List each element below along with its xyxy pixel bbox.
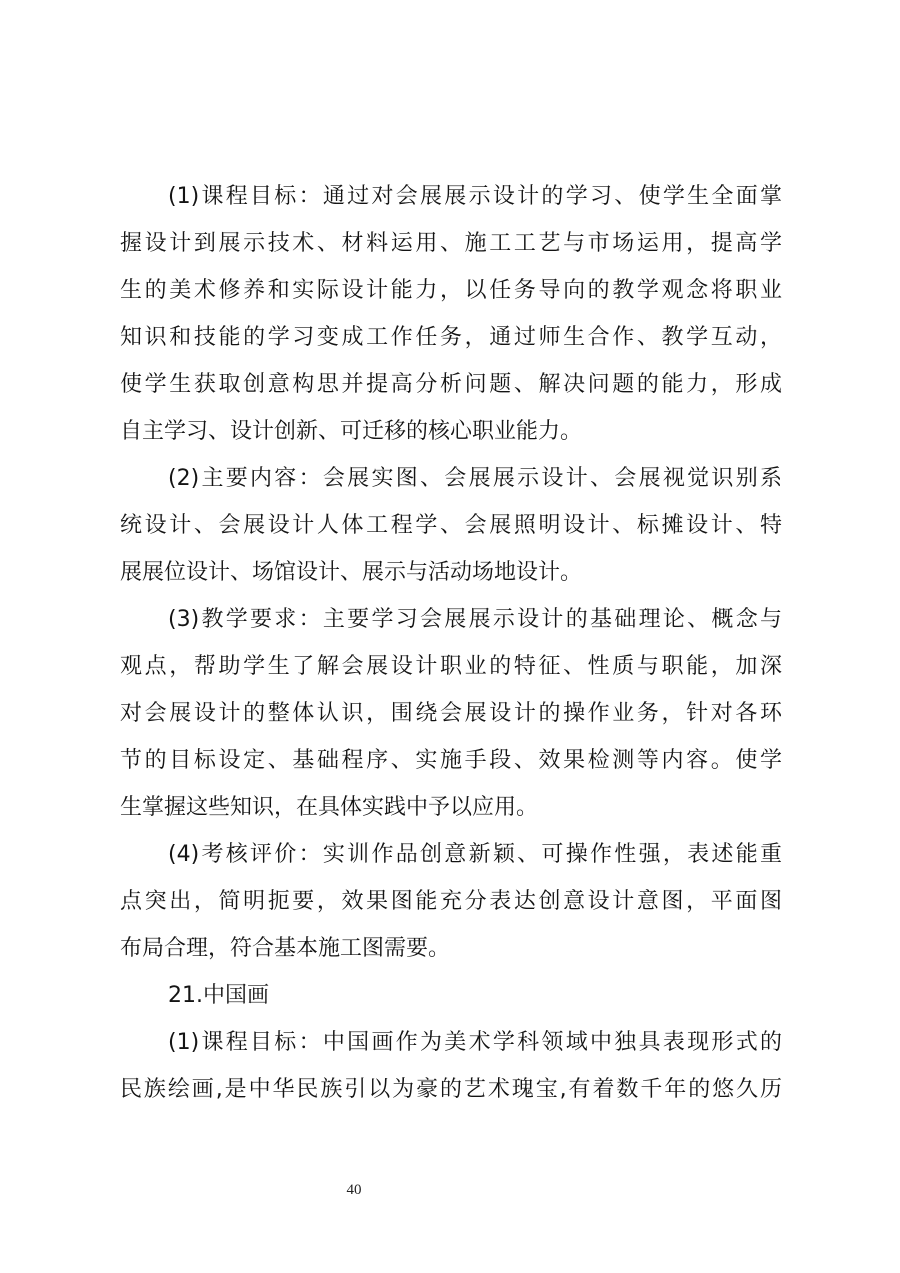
text-line: 自主学习、设计创新、可迁移的核心职业能力。 [120,419,583,444]
text-line: 民族绘画,是中华民族引以为豪的艺术瑰宝,有着数千年的悠久历 [120,1077,782,1102]
text-line: 生掌握这些知识，在具体实践中予以应用。 [120,795,539,820]
text-line: 点突出，简明扼要，效果图能充分表达创意设计意图，平面图 [120,889,782,914]
text-line: (2)主要内容：会展实图、会展展示设计、会展视觉识别系 [168,466,782,491]
text-line: (1)课程目标：中国画作为美术学科领域中独具表现形式的 [168,1030,782,1055]
page-number: 40 [346,1182,362,1198]
paragraph-chinese-painting-objective [120,1019,782,1113]
paragraph-main-content [120,455,782,596]
text-line: 展展位设计、场馆设计、展示与活动场地设计。 [120,560,583,585]
text-line: (1)课程目标：通过对会展展示设计的学习、使学生全面掌 [168,184,782,209]
paragraph-teaching-requirements [120,596,782,831]
paragraph-course-objective [120,173,782,455]
document-body [120,173,782,1113]
text-line: 知识和技能的学习变成工作任务，通过师生合作、教学互动， [120,325,782,350]
text-line: 布局合理，符合基本施工图需要。 [120,936,451,961]
section-heading: 21.中国画 [168,983,269,1008]
text-line: (3)教学要求：主要学习会展展示设计的基础理论、概念与 [168,607,782,632]
text-line: 对会展设计的整体认识，围绕会展设计的操作业务，针对各环 [120,701,782,726]
text-line: 使学生获取创意构思并提高分析问题、解决问题的能力，形成 [120,372,782,397]
text-line: 统设计、会展设计人体工程学、会展照明设计、标摊设计、特 [120,513,782,538]
text-line: 观点，帮助学生了解会展设计职业的特征、性质与职能，加深 [120,654,782,679]
text-line: (4)考核评价：实训作品创意新颖、可操作性强，表述能重 [168,842,782,867]
text-line: 生的美术修养和实际设计能力，以任务导向的教学观念将职业 [120,278,782,303]
text-line: 握设计到展示技术、材料运用、施工工艺与市场运用，提高学 [120,231,782,256]
paragraph-assessment [120,831,782,972]
text-line: 节的目标设定、基础程序、实施手段、效果检测等内容。使学 [120,748,782,773]
